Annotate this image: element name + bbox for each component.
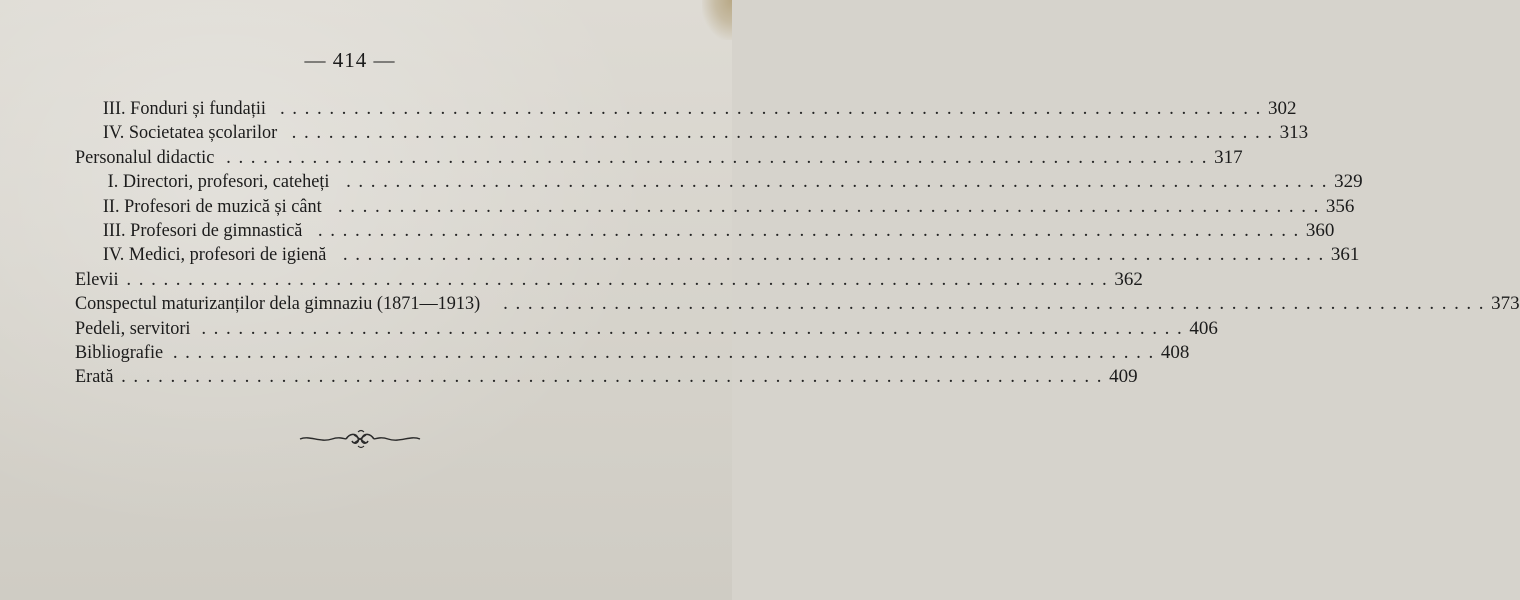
- dot-leader: ................................................................................: [346, 171, 1335, 193]
- toc-entry-title: II. Profesori de muzică și cânt: [102, 195, 322, 217]
- toc-entry-page: 329: [1334, 171, 1363, 193]
- toc-entry-title: Conspectul maturizanților dela gimnaziu (1871—1913): [75, 293, 481, 315]
- toc-entry-page: 302: [1267, 98, 1297, 119]
- toc-entry: [75, 97, 1297, 121]
- toc-entry-page: 373: [1491, 293, 1520, 315]
- toc-entry: [75, 195, 1355, 219]
- toc-entry: [75, 317, 1218, 341]
- page-number: — 414 —: [304, 48, 396, 72]
- dot-leader: ................................................................................: [503, 293, 1492, 315]
- toc-entry-title: I. Directori, profesori, cateheți: [107, 171, 330, 193]
- toc-entry-title: IV. Medici, profesori de igienă: [102, 244, 327, 266]
- dot-leader: ................................................................................: [291, 122, 1280, 144]
- toc-entry: [75, 365, 1138, 389]
- toc-entry-page: 356: [1325, 195, 1355, 217]
- toc-entry: [75, 292, 1520, 316]
- toc-entry: [75, 121, 1309, 145]
- dot-leader: ................................................................................: [226, 146, 1215, 168]
- toc-entry: [75, 341, 1190, 365]
- toc-entry-page: 313: [1279, 122, 1309, 144]
- table-of-contents: [75, 97, 1520, 390]
- dot-leader: ................................................................................: [126, 268, 1115, 290]
- ornament-divider-icon: [298, 429, 422, 449]
- dot-leader: ................................................................................: [201, 317, 1190, 339]
- dot-leader: ................................................................................: [279, 98, 1268, 119]
- page-corner-stain: [702, 0, 732, 40]
- toc-entry-title: Elevii: [75, 268, 119, 290]
- toc-entry-title: III. Fonduri și fundații: [102, 98, 266, 119]
- toc-entry-page: 408: [1160, 341, 1190, 363]
- toc-entry-page: 361: [1330, 244, 1360, 266]
- toc-entry: [75, 219, 1335, 243]
- toc-entry: [75, 146, 1243, 170]
- toc-entry: [75, 170, 1363, 194]
- toc-entry-title: Erată: [75, 366, 114, 388]
- toc-entry-title: Bibliografie: [75, 341, 164, 363]
- toc-entry-page: 409: [1109, 366, 1138, 388]
- toc-entry: [75, 243, 1360, 267]
- toc-entry-title: III. Profesori de gimnastică: [102, 219, 303, 241]
- dot-leader: ................................................................................: [317, 219, 1306, 241]
- toc-entry-page: 362: [1114, 268, 1143, 290]
- toc-entry-page: 360: [1305, 219, 1335, 241]
- dot-leader: ................................................................................: [337, 195, 1326, 217]
- dot-leader: ................................................................................: [342, 244, 1331, 266]
- toc-entry-title: Pedeli, servitori: [75, 317, 191, 339]
- toc-entry-page: 317: [1214, 146, 1243, 168]
- toc-entry-page: 406: [1189, 317, 1218, 339]
- toc-entry-title: IV. Societatea școlarilor: [102, 122, 278, 144]
- toc-entry-title: Personalul didactic: [75, 146, 215, 168]
- dot-leader: ................................................................................: [121, 366, 1110, 388]
- toc-entry: [75, 268, 1143, 292]
- dot-leader: ................................................................................: [172, 341, 1161, 363]
